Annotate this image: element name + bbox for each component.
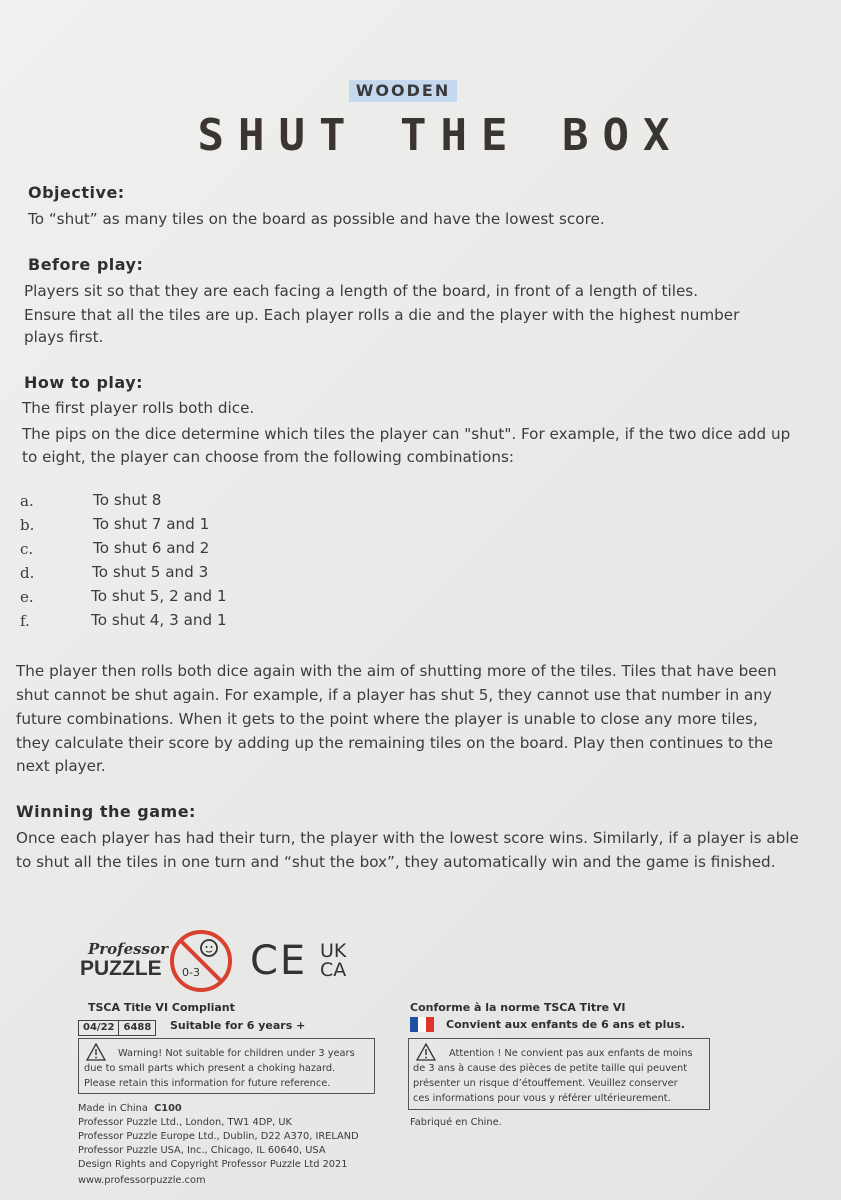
warning-box-en xyxy=(78,1038,375,1094)
winning-line: Once each player has had their turn, the player with the lowest score wins. Similarly, if a player is able xyxy=(16,829,799,847)
before-play-line: plays first. xyxy=(24,328,104,346)
option-text: To shut 5 and 3 xyxy=(92,563,209,581)
option-text: To shut 6 and 2 xyxy=(93,539,210,557)
option-text: To shut 8 xyxy=(93,491,162,509)
before-play-heading: Before play: xyxy=(28,255,144,274)
warning-triangle-icon xyxy=(416,1043,436,1061)
warning-box-fr xyxy=(408,1038,710,1110)
option-letter: b. xyxy=(20,516,35,534)
continuation-line: The player then rolls both dice again with the aim of shutting more of the tiles. Tiles that have been xyxy=(16,662,777,680)
made-in-en xyxy=(78,1103,182,1114)
address-line: Professor Puzzle Europe Ltd., Dublin, D22 A370, IRELAND xyxy=(78,1131,359,1142)
how-to-play-line: to eight, the player can choose from the following combinations: xyxy=(22,448,514,466)
objective-line: To “shut” as many tiles on the board as possible and have the lowest score. xyxy=(28,210,605,228)
option-text: To shut 7 and 1 xyxy=(93,515,210,533)
option-text: To shut 4, 3 and 1 xyxy=(91,611,227,629)
french-flag-icon xyxy=(410,1017,434,1032)
brand-word: PUZZLE xyxy=(80,957,162,980)
tsca-title-fr: Conforme à la norme TSCA Titre VI xyxy=(410,1001,626,1014)
subtitle-wooden: WOODEN xyxy=(349,80,457,102)
option-letter: f. xyxy=(20,612,30,630)
winning-line: to shut all the tiles in one turn and “shut the box”, they automatically win and the game is finished. xyxy=(16,853,776,871)
made-in-text: Made in China xyxy=(78,1103,148,1114)
ukca-bottom: CA xyxy=(320,959,347,981)
page-title: SHUT THE BOX xyxy=(197,110,684,161)
ukca-mark xyxy=(320,942,346,980)
ce-mark: CE xyxy=(250,938,308,984)
warning-triangle-icon xyxy=(86,1043,106,1061)
warning-line-en: Please retain this information for future reference. xyxy=(84,1078,331,1089)
objective-heading: Objective: xyxy=(28,183,125,202)
before-play-line: Ensure that all the tiles are up. Each player rolls a die and the player with the highest number xyxy=(24,306,740,324)
warning-line-en: Warning! Not suitable for children under 3 years xyxy=(118,1048,355,1059)
warning-line-fr: présenter un risque d’étouffement. Veuillez conserver xyxy=(413,1078,678,1089)
option-letter: e. xyxy=(20,588,34,606)
suitable-fr: Convient aux enfants de 6 ans et plus. xyxy=(446,1018,685,1031)
how-to-play-line: The first player rolls both dice. xyxy=(22,399,255,417)
continuation-line: future combinations. When it gets to the point where the player is unable to close any more tiles, xyxy=(16,710,758,728)
website-link: www.professorpuzzle.com xyxy=(78,1175,206,1186)
warning-line-en: due to small parts which present a choking hazard. xyxy=(84,1063,336,1074)
ukca-top: UK xyxy=(320,940,347,962)
option-letter: c. xyxy=(20,540,34,558)
tsca-title-en: TSCA Title VI Compliant xyxy=(88,1001,235,1014)
warning-line-fr: ces informations pour vous y référer ultérieurement. xyxy=(413,1093,671,1104)
batch-code-box xyxy=(78,1020,156,1036)
continuation-line: next player. xyxy=(16,757,106,775)
warning-line-fr: Attention ! Ne convient pas aux enfants de moins xyxy=(449,1048,693,1059)
how-to-play-line: The pips on the dice determine which tiles the player can "shut". For example, if the two dice add up xyxy=(22,425,791,443)
winning-heading: Winning the game: xyxy=(16,802,196,821)
suitable-en: Suitable for 6 years + xyxy=(170,1019,306,1032)
address-line: Professor Puzzle USA, Inc., Chicago, IL 60640, USA xyxy=(78,1145,326,1156)
made-in-fr: Fabriqué en Chine. xyxy=(410,1117,502,1128)
professor-puzzle-logo xyxy=(78,940,168,984)
option-text: To shut 5, 2 and 1 xyxy=(91,587,227,605)
continuation-line: shut cannot be shut again. For example, if a player has shut 5, they cannot use that number in any xyxy=(16,686,772,704)
continuation-line: they calculate their score by adding up the remaining tiles on the board. Play then continues to the xyxy=(16,734,773,752)
how-to-play-heading: How to play: xyxy=(24,373,144,392)
batch-code: 6488 xyxy=(118,1021,155,1035)
option-letter: d. xyxy=(20,564,35,582)
brand-script: Professor xyxy=(88,940,168,958)
address-line: Professor Puzzle Ltd., London, TW1 4DP, UK xyxy=(78,1117,292,1128)
option-letter: a. xyxy=(20,492,34,510)
copyright-line: Design Rights and Copyright Professor Puzzle Ltd 2021 xyxy=(78,1159,348,1170)
model-code: C100 xyxy=(154,1103,182,1114)
before-play-line: Players sit so that they are each facing a length of the board, in front of a length of tiles. xyxy=(24,282,699,300)
not-for-under-3-icon xyxy=(168,928,234,994)
warning-line-fr: de 3 ans à cause des pièces de petite taille qui peuvent xyxy=(413,1063,688,1074)
date-code: 04/22 xyxy=(83,1022,115,1033)
age-label: 0-3 xyxy=(182,966,200,979)
